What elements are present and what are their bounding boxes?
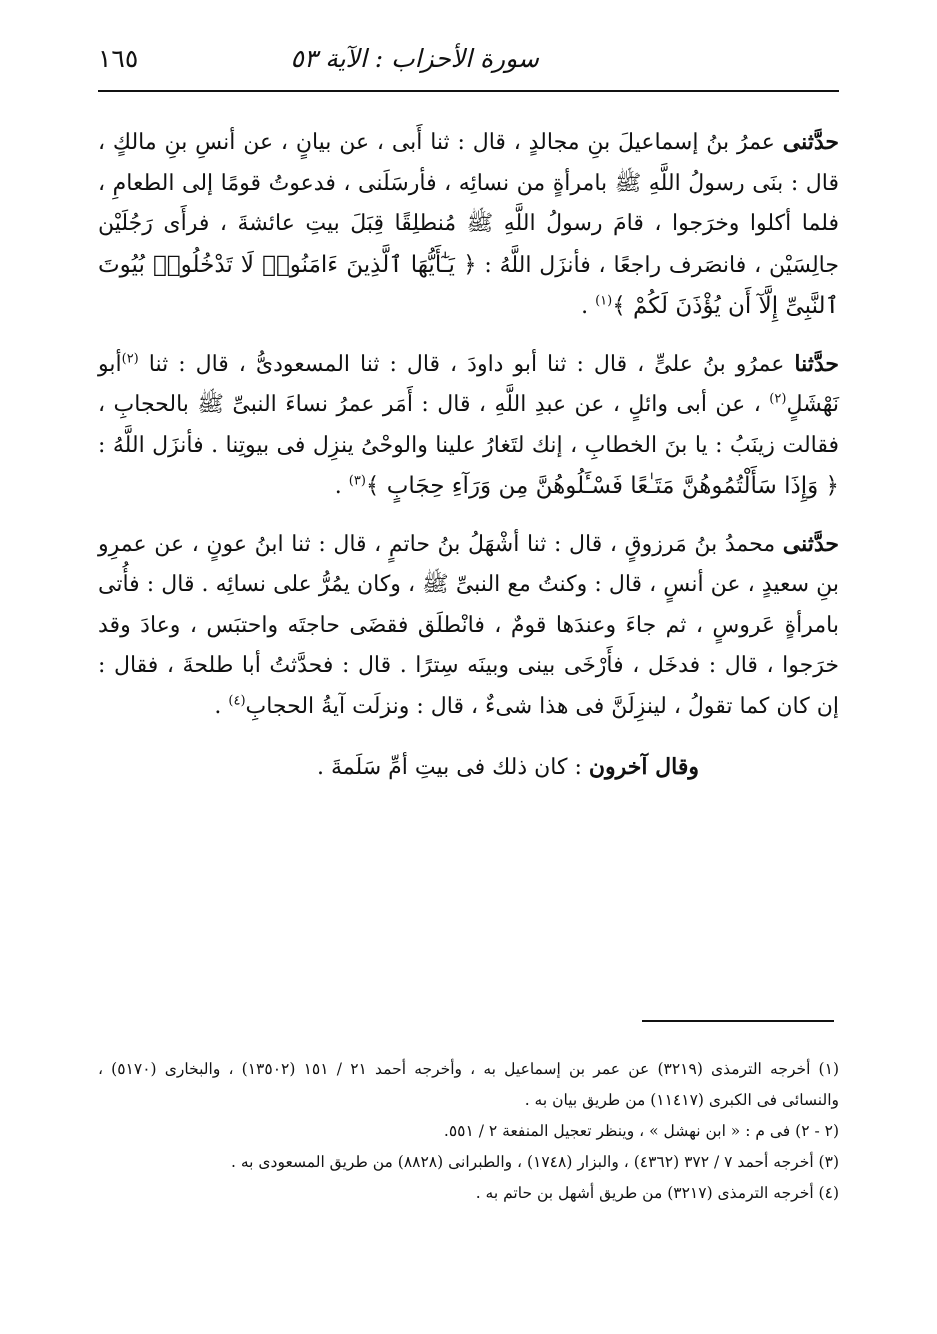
main-text [98,122,839,805]
footnote-ref: (٣) [348,473,366,489]
footnote-ref: (١) [595,293,613,309]
paragraph-2 [98,344,839,508]
paragraph-tail: . [214,693,229,719]
footnote-rule [642,1020,834,1022]
footnote-ref: (٤) [228,693,246,709]
paragraph-1 [98,122,839,328]
paragraph-text: ، عن أبى وائلٍ ، عن عبدِ اللَّهِ ، قال : أَمَر عمرُ نساءَ النبىِّ ﷺ بالحجابِ ، فقالت زينَبُ : يا بنَ الخطابِ ، إنك لتَغارُ علينا والوحْىُ ينزِل فى بيوتِنا . فأنزَل اللَّهُ : [98,392,839,458]
paragraph-4 [98,747,839,789]
paragraph-lead: حدَّثنى [782,530,839,557]
quran-verse: ﴿ يَـٰٓأَيُّهَا ٱلَّذِينَ ءَامَنُوا۟ لَا تَدْخُلُوا۟ بُيُوتَ ٱلنَّبِىِّ إِلَّآ أَن يُؤْذَنَ لَكُمْ ﴾ [98,251,839,319]
paragraph-text: أبو نَهْشَلٍ [98,351,839,417]
running-title: سورة الأحزاب : الآية ٥٣ [290,44,539,73]
footnote-ref: (٢) [769,391,787,407]
paragraph-text: عمرُ بنُ إسماعيلَ بنِ مجالدٍ ، قال : ثنا أَبى ، عن بيانٍ ، عن أنسِ بنِ مالكٍ ، قال : بنَى رسولُ اللَّهِ ﷺ بامرأةٍ من نسائِه ، فأرسَلَنى ، فدعوتُ قومًا إلى الطعامِ ، فلما أكلوا وخرَجوا ، قامَ رسولُ اللَّهِ ﷺ مُنطلِقًا قِبَلَ بيتِ عائشةَ ، فرأَى رَجُلَيْن جالِسَيْن ، فانصَرف راجعًا ، فأنزَل اللَّهُ : [98,130,839,278]
paragraph-lead: وقال آخرون [588,754,699,780]
page-number: ١٦٥ [98,44,139,73]
paragraph-text: عمرُو بنُ علىٍّ ، قال : ثنا أبو داودَ ، قال : ثنا المسعودىُّ ، قال : ثنا [138,351,795,377]
paragraph-text: محمدُ بنُ مَرزوقٍ ، قال : ثنا أشْهَلُ بنُ حاتمٍ ، قال : ثنا ابنُ عونٍ ، عن عمرِو بنِ سعيدٍ ، عن أنسٍ ، قال : وكنتُ مع النبىِّ ﷺ ، وكان يمُرُّ على نسائِه . قال : فأُتى بامرأةٍ عَروسٍ ، ثم جاءَ وعندَها قومٌ ، فانْطلَق فقضَى حاجتَه واحتبَس ، وعادَ وقد خرَجوا ، قال : فدخَل ، فأَرْخَى بينى وبينَه سِترًا . قال : فحدَّثتُ أبا طلحةَ ، فقال : إن كان كما تقولُ ، لينزِلَنَّ فى هذا شىءٌ ، قال : ونزلَت آيةُ الحجابِ [98,531,839,719]
paragraph-text: : كان ذلك فى بيتِ أمِّ سَلَمةَ . [316,755,589,780]
paragraph-tail: . [581,294,596,319]
page-header [98,40,839,86]
paragraph-3 [98,524,839,728]
footnote-4: (٤) أخرجه الترمذى (٣٢١٧) من طريق أشهل بن حاتم به . [475,1184,839,1202]
footnote-ref: (٢) [121,351,139,367]
paragraph-tail: . [334,474,349,499]
footnotes [98,1054,839,1209]
paragraph-lead: حدَّثنى [782,129,839,155]
paragraph-lead: حدَّثنا [794,350,839,377]
footnote-3: (٣) أخرجه أحمد ٧ / ٣٧٢ (٤٣٦٢) ، والبزار (١٧٤٨) ، والطبرانى (٨٨٢٨) من طريق المسعودى به . [231,1153,839,1171]
header-rule [98,90,839,92]
footnote-1: (١) أخرجه الترمذى (٣٢١٩) عن عمر بن إسماعيل به ، وأخرجه أحمد ٢١ / ١٥١ (١٣٥٠٢) ، والبخارى (٥١٧٠) ، والنسائى فى الكبرى (١١٤١٧) من طريق بيان به . [98,1060,839,1109]
quran-verse: ﴿ وَإِذَا سَأَلْتُمُوهُنَّ مَتَـٰعًا فَسْـَٔلُوهُنَّ مِن وَرَآءِ حِجَابٍ ﴾ [365,473,839,499]
footnote-2: (٢ - ٢) فى م : « ابن نهشل » ، وينظر تعجيل المنفعة ٢ / ٥٥١. [443,1122,839,1140]
